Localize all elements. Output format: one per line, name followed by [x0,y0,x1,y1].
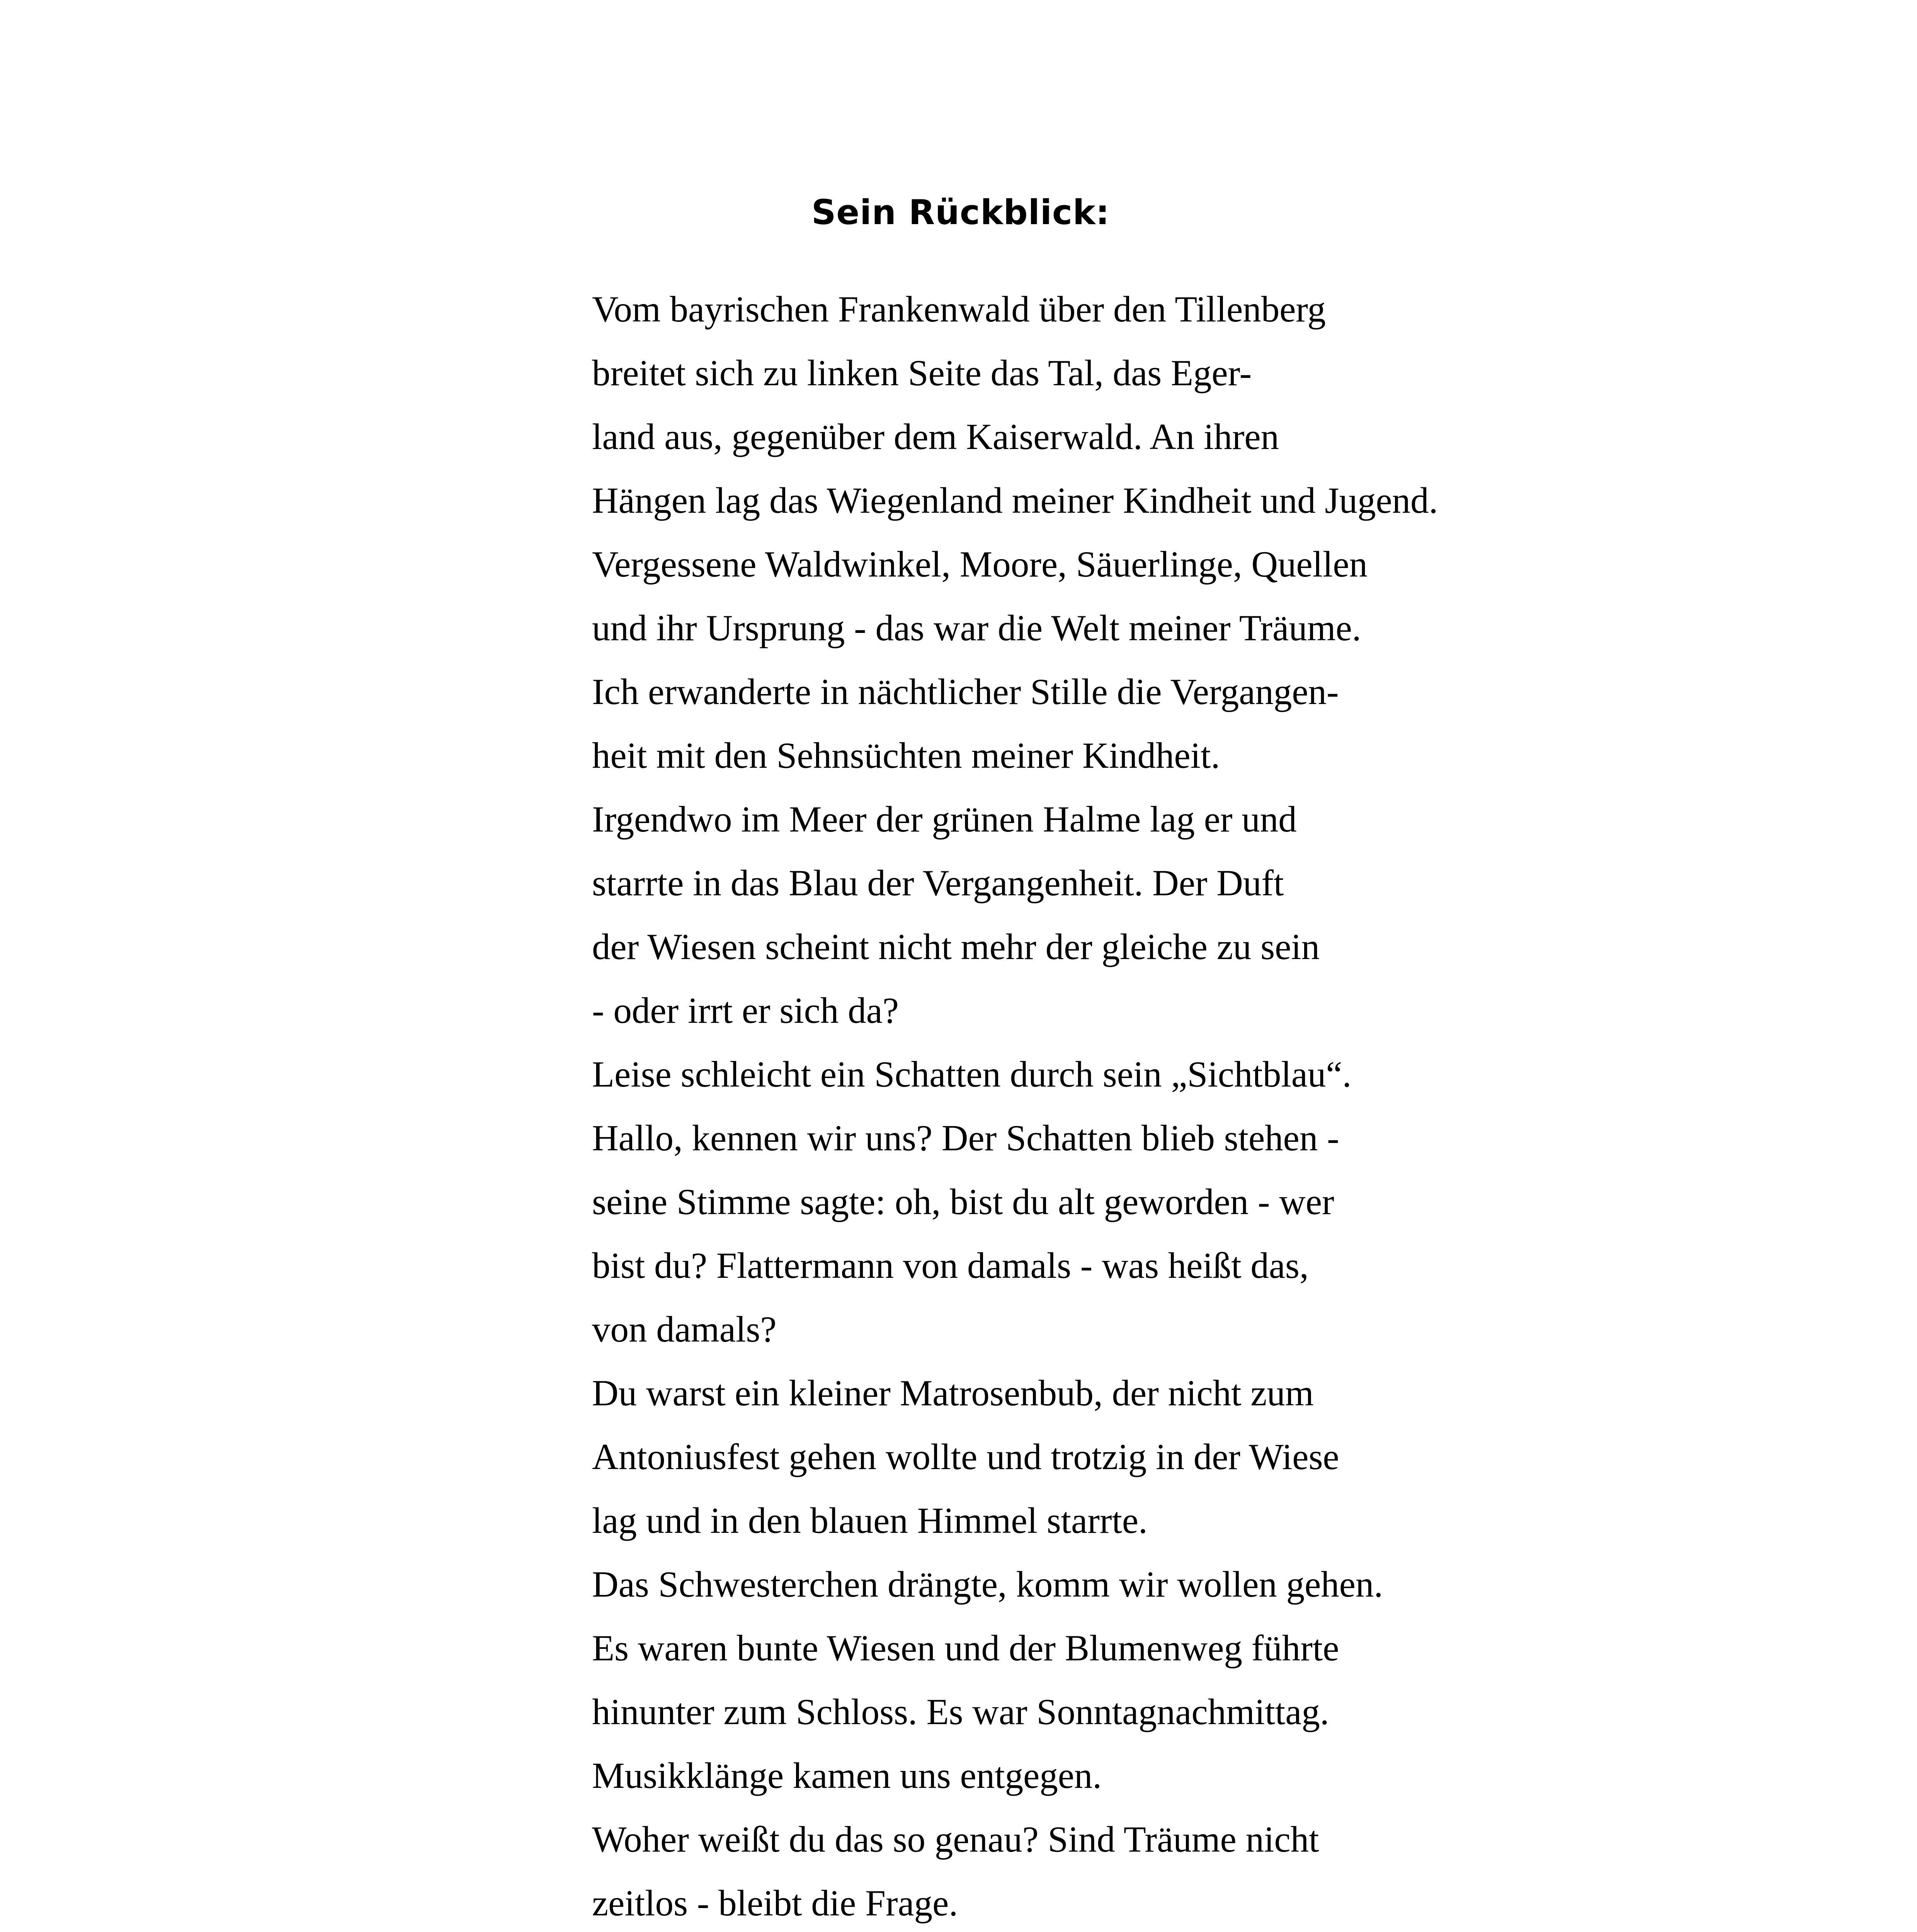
text-line: Es waren bunte Wiesen und der Blumenweg führte [592,1628,1339,1668]
page-title: Sein Rückblick: [811,192,1110,232]
text-line: und ihr Ursprung - das war die Welt meiner Träume. [592,607,1361,648]
text-line: - oder irrt er sich da? [592,990,899,1031]
text-line: breitet sich zu linken Seite das Tal, das Eger- [592,352,1252,393]
text-line: seine Stimme sagte: oh, bist du alt geworden - wer [592,1181,1334,1222]
text-line: Hallo, kennen wir uns? Der Schatten blieb stehen - [592,1117,1339,1158]
text-line: Leise schleicht ein Schatten durch sein „Sichtblau“. [592,1054,1352,1095]
text-line: heit mit den Sehnsüchten meiner Kindheit. [592,735,1220,776]
text-line: Vergessene Waldwinkel, Moore, Säuerlinge, Quellen [592,544,1368,585]
text-line: Ich erwanderte in nächtlicher Stille die Vergangen- [592,671,1339,712]
text-line: starrte in das Blau der Vergangenheit. Der Duft [592,862,1284,903]
text-line: von damals? [592,1309,777,1350]
text-line: der Wiesen scheint nicht mehr der gleiche zu sein [592,926,1320,967]
text-line: hinunter zum Schloss. Es war Sonntagnachmittag. [592,1691,1329,1732]
text-line: Hängen lag das Wiegenland meiner Kindheit und Jugend. [592,480,1438,521]
text-line: land aus, gegenüber dem Kaiserwald. An ihren [592,416,1279,457]
text-line: Irgendwo im Meer der grünen Halme lag er und [592,799,1297,840]
text-line: Du warst ein kleiner Matrosenbub, der nicht zum [592,1372,1314,1413]
text-line: Woher weißt du das so genau? Sind Träume nicht [592,1819,1319,1860]
text-line: Vom bayrischen Frankenwald über den Tillenberg [592,289,1326,330]
text-line: lag und in den blauen Himmel starrte. [592,1500,1148,1541]
text-line: Antoniusfest gehen wollte und trotzig in der Wiese [592,1436,1339,1477]
body-text [592,284,1597,1932]
text-line: Das Schwesterchen drängte, komm wir wollen gehen. [592,1564,1383,1605]
text-line: zeitlos - bleibt die Frage. [592,1883,958,1923]
text-line: bist du? Flattermann von damals - was heißt das, [592,1245,1309,1286]
text-line: Musikklänge kamen uns entgegen. [592,1755,1102,1796]
